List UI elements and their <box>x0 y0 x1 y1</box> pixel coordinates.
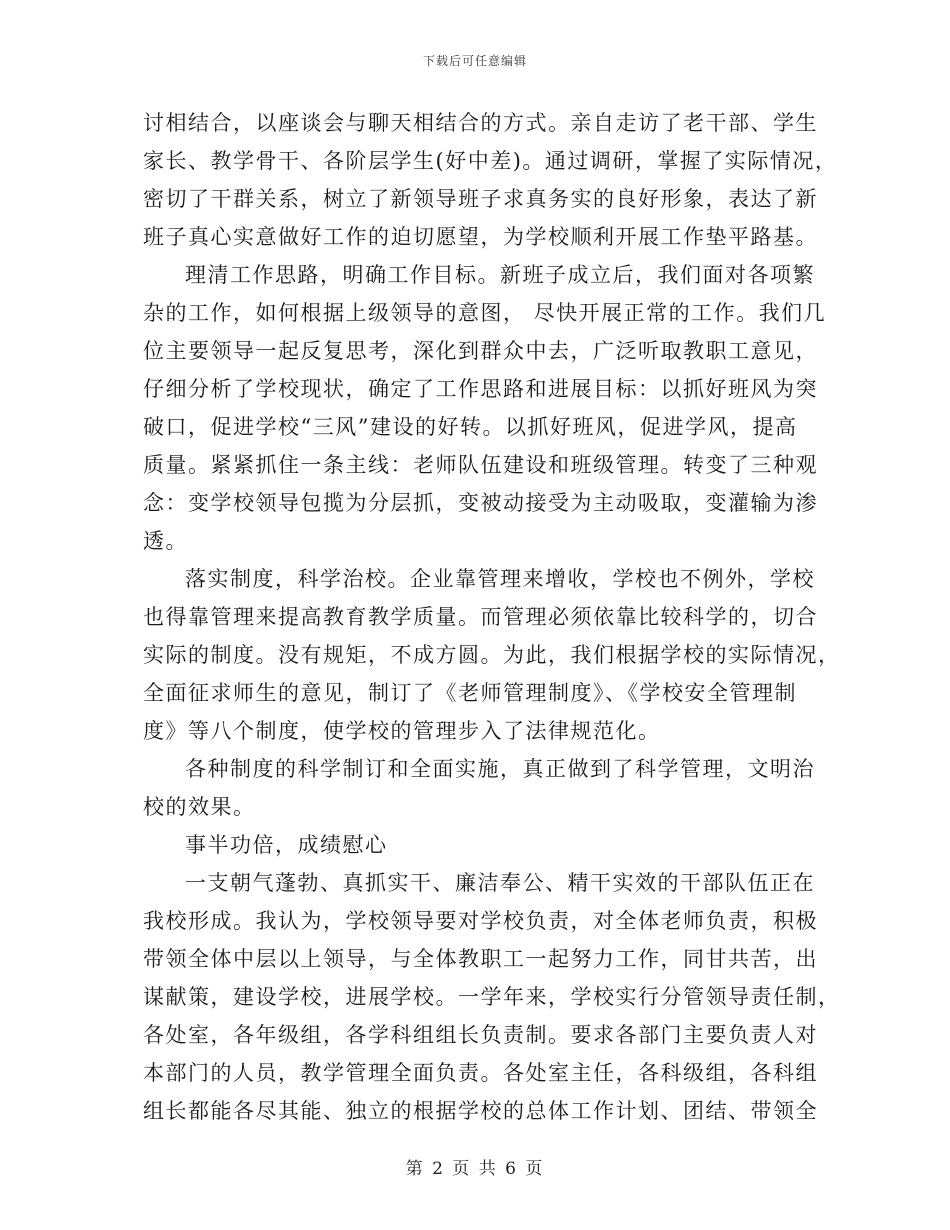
text-line: 全面征求师生的意见，制订了《老师管理制度》、《学校安全管理制 <box>143 681 797 705</box>
text-line: 校的效果。 <box>143 795 256 819</box>
text-line: 班子真心实意做好工作的迫切愿望，为学校顺利开展工作垫平路基。 <box>143 225 818 249</box>
section-heading: 事半功倍，成绩慰心 <box>185 833 388 857</box>
text-line: 度》等八个制度，使学校的管理步入了法律规范化。 <box>143 719 661 743</box>
text-line: 透。 <box>143 529 188 553</box>
document-body <box>143 104 841 1130</box>
text-line: 也得靠管理来提高教育教学质量。而管理必须依靠比较科学的，切合 <box>143 605 818 629</box>
text-line: 杂的工作，如何根据上级领导的意图， 尽快开展正常的工作。我们几 <box>143 301 827 325</box>
text-line: 位主要领导一起反复思考，深化到群众中去，广泛听取教职工意见， <box>143 339 818 363</box>
page-header: 下载后可任意编辑 <box>422 54 527 68</box>
text-line: 组长都能各尽其能、独立的根据学校的总体工作计划、团结、带领全 <box>143 1099 818 1123</box>
paragraph-start-line: 落实制度，科学治校。企业靠管理来增收，学校也不例外，学校 <box>185 567 815 591</box>
text-line: 仔细分析了学校现状，确定了工作思路和进展目标：以抓好班风为突 <box>143 377 818 401</box>
text-line: 本部门的人员，教学管理全面负责。各处室主任，各科级组，各科组 <box>143 1061 818 1085</box>
paragraph-start-line: 一支朝气蓬勃、真抓实干、廉洁奉公、精干实效的干部队伍正在 <box>185 871 815 895</box>
text-line: 带领全体中层以上领导，与全体教职工一起努力工作，同甘共苦，出 <box>143 947 818 971</box>
text-line: 各处室，各年级组，各学科组组长负责制。要求各部门主要负责人对 <box>143 1023 818 1047</box>
page-footer: 第 2 页 共 6 页 <box>405 1159 545 1179</box>
paragraph-start-line: 各种制度的科学制订和全面实施，真正做到了科学管理，文明治 <box>185 757 815 781</box>
text-line: 谋献策，建设学校，进展学校。一学年来，学校实行分管领导责任制， <box>143 985 841 1009</box>
text-line: 破口，促进学校“三风”建设的好转。以抓好班风，促进学风，提高 <box>143 415 798 439</box>
paragraph-start-line: 理清工作思路，明确工作目标。新班子成立后，我们面对各项繁 <box>185 263 815 287</box>
text-line: 念：变学校领导包揽为分层抓，变被动接受为主动吸取，变灌输为渗 <box>143 491 818 515</box>
text-line: 质量。紧紧抓住一条主线：老师队伍建设和班级管理。转变了三种观 <box>143 453 818 477</box>
text-line: 家长、教学骨干、各阶层学生(好中差)。通过调研，掌握了实际情况， <box>143 149 838 173</box>
text-line: 讨相结合，以座谈会与聊天相结合的方式。亲自走访了老干部、学生 <box>143 111 818 135</box>
text-line: 实际的制度。没有规矩，不成方圆。为此，我们根据学校的实际情况， <box>143 643 841 667</box>
text-line: 我校形成。我认为，学校领导要对学校负责，对全体老师负责，积极 <box>143 909 818 933</box>
text-line: 密切了干群关系，树立了新领导班子求真务实的良好形象，表达了新 <box>143 187 818 211</box>
